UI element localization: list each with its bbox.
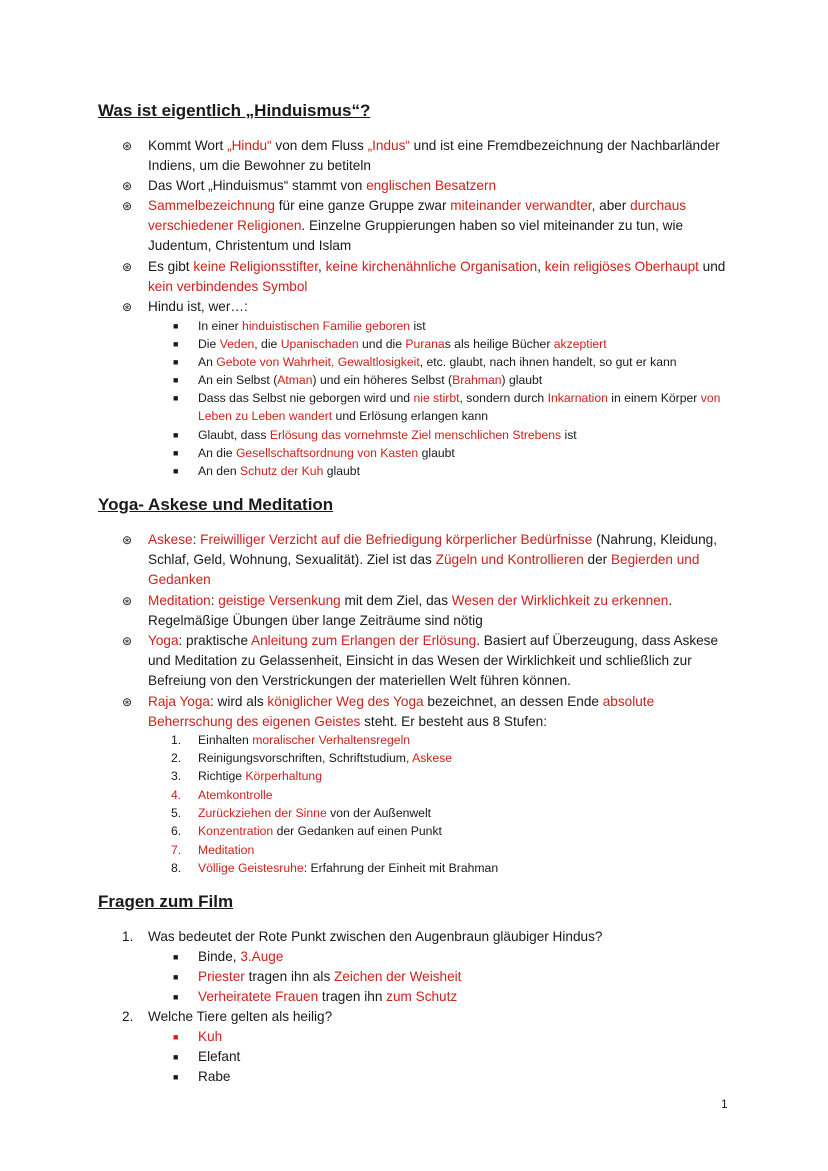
numbered-step: 1. Einhalten moralischer Verhaltensregeln bbox=[171, 733, 411, 747]
question-2: 2. Welche Tiere gelten als heilig? bbox=[122, 1009, 333, 1024]
square-bullet-icon: ■ bbox=[173, 952, 179, 962]
answer-item: ■ Kuh bbox=[198, 1027, 732, 1047]
bullet-icon: ⊛ bbox=[122, 634, 133, 648]
numbered-step: 5. Zurückziehen der Sinne von der Außenwelt bbox=[171, 806, 432, 820]
bullet-icon: ⊛ bbox=[122, 533, 133, 547]
sub-list-item: ■ In einer hinduistischen Familie geboren ist bbox=[198, 317, 732, 335]
list-item: ⊛ Das Wort „Hinduismus“ stammt von englischen Besatzern bbox=[148, 176, 732, 196]
list-item: ⊛ Yoga: praktische Anleitung zum Erlangen der Erlösung. Basiert auf Überzeugung, dass Askese und Meditation zu Gelassenheit, Einsicht in das Wesen der Wirklichkeit und schließlich zur Befreiung von den Verstrickungen der materiellen Welt führen können. bbox=[122, 633, 719, 688]
bullet-icon: ⊛ bbox=[122, 179, 133, 193]
numbered-step: 8. Völlige Geistesruhe: Erfahrung der Einheit mit Brahman bbox=[171, 861, 499, 875]
section-heading-fragen: Fragen zum Film bbox=[98, 892, 234, 911]
numbered-step: 3. Richtige Körperhaltung bbox=[171, 769, 322, 783]
bullet-icon: ⊛ bbox=[122, 260, 133, 274]
square-bullet-icon: ■ bbox=[173, 357, 179, 367]
answer-item: ■ Binde, 3.Auge bbox=[198, 947, 732, 967]
square-bullet-icon: ■ bbox=[173, 1052, 179, 1062]
bullet-icon: ⊛ bbox=[122, 300, 133, 314]
section-heading-yoga: Yoga- Askese und Meditation bbox=[98, 495, 334, 514]
square-bullet-icon: ■ bbox=[173, 448, 179, 458]
square-bullet-icon: ■ bbox=[173, 972, 179, 982]
square-bullet-icon: ■ bbox=[173, 339, 179, 349]
sub-list-item: ■ Glaubt, dass Erlösung das vornehmste Ziel menschlichen Strebens ist bbox=[198, 426, 732, 444]
section-heading-hinduismus: Was ist eigentlich „Hinduismus“? bbox=[98, 101, 371, 120]
bullet-icon: ⊛ bbox=[122, 139, 133, 153]
page-number: 1 bbox=[721, 1097, 728, 1111]
square-bullet-icon: ■ bbox=[173, 1032, 179, 1042]
numbered-step: 2. Reinigungsvorschriften, Schriftstudium, Askese bbox=[171, 751, 453, 765]
square-bullet-icon: ■ bbox=[173, 430, 179, 440]
numbered-step: 6. Konzentration der Gedanken auf einen Punkt bbox=[171, 824, 442, 838]
answer-item: ■ Rabe bbox=[198, 1067, 732, 1087]
list-item: ⊛ Hindu ist, wer…: bbox=[148, 297, 732, 317]
square-bullet-icon: ■ bbox=[173, 1072, 179, 1082]
sub-list-item: ■ Dass das Selbst nie geborgen wird und nie stirbt, sondern durch Inkarnation in einem Körper von Leben zu Leben wandert und Erlösung erlangen kann bbox=[173, 391, 721, 424]
square-bullet-icon: ■ bbox=[173, 321, 179, 331]
list-item: ⊛ Es gibt keine Religionsstifter, keine kirchenähnliche Organisation, kein religiöses Oberhaupt und kein verbindendes Symbol bbox=[122, 259, 726, 294]
sub-list-item: ■ An Gebote von Wahrheit, Gewaltlosigkeit, etc. glaubt, nach ihnen handelt, so gut er kann bbox=[198, 353, 732, 371]
square-bullet-icon: ■ bbox=[173, 375, 179, 385]
square-bullet-icon: ■ bbox=[173, 466, 179, 476]
list-item: ⊛ Meditation: geistige Versenkung mit dem Ziel, das Wesen der Wirklichkeit zu erkennen. Regelmäßige Übungen über lange Zeiträume sind nötig bbox=[122, 593, 673, 628]
bullet-icon: ⊛ bbox=[122, 695, 133, 709]
sub-list-item: ■ Die Veden, die Upanischaden und die Puranas als heilige Bücher akzeptiert bbox=[198, 335, 732, 353]
bullet-icon: ⊛ bbox=[122, 594, 133, 608]
sub-list-item: ■ An ein Selbst (Atman) und ein höheres Selbst (Brahman) glaubt bbox=[198, 371, 732, 389]
list-item: ⊛ Raja Yoga: wird als königlicher Weg des Yoga bezeichnet, an dessen Ende absolute Beherrschung des eigenen Geistes steht. Er besteht aus 8 Stufen: bbox=[122, 694, 655, 729]
sub-list-item: ■ An den Schutz der Kuh glaubt bbox=[198, 462, 732, 480]
list-item: ⊛ Sammelbezeichnung für eine ganze Gruppe zwar miteinander verwandter, aber durchaus verschiedener Religionen. Einzelne Gruppierungen haben so viel miteinander zu tun, wie Judentum, Christentum und Islam bbox=[122, 198, 687, 253]
bullet-icon: ⊛ bbox=[122, 199, 133, 213]
sub-list-item: ■ An die Gesellschaftsordnung von Kasten glaubt bbox=[198, 444, 732, 462]
list-item: ⊛ Kommt Wort „Hindu“ von dem Fluss „Indus“ und ist eine Fremdbezeichnung der Nachbarländer Indiens, um die Bewohner zu betiteln bbox=[122, 138, 720, 173]
answer-item: ■ Verheiratete Frauen tragen ihn zum Schutz bbox=[198, 987, 732, 1007]
square-bullet-icon: ■ bbox=[173, 393, 179, 403]
square-bullet-icon: ■ bbox=[173, 992, 179, 1002]
question-1: 1. Was bedeutet der Rote Punkt zwischen den Augenbraun gläubiger Hindus? bbox=[122, 929, 603, 944]
answer-item: ■ Elefant bbox=[198, 1047, 732, 1067]
list-item: ⊛ Askese: Freiwilliger Verzicht auf die Befriedigung körperlicher Bedürfnisse (Nahrung, Kleidung, Schlaf, Geld, Wohnung, Sexualität). Ziel ist das Zügeln und Kontrollieren der Begierden und Gedanken bbox=[122, 532, 717, 587]
answer-item: ■ Priester tragen ihn als Zeichen der Weisheit bbox=[198, 967, 732, 987]
numbered-step: 4. Atemkontrolle bbox=[171, 788, 273, 802]
numbered-step: 7. Meditation bbox=[171, 843, 255, 857]
